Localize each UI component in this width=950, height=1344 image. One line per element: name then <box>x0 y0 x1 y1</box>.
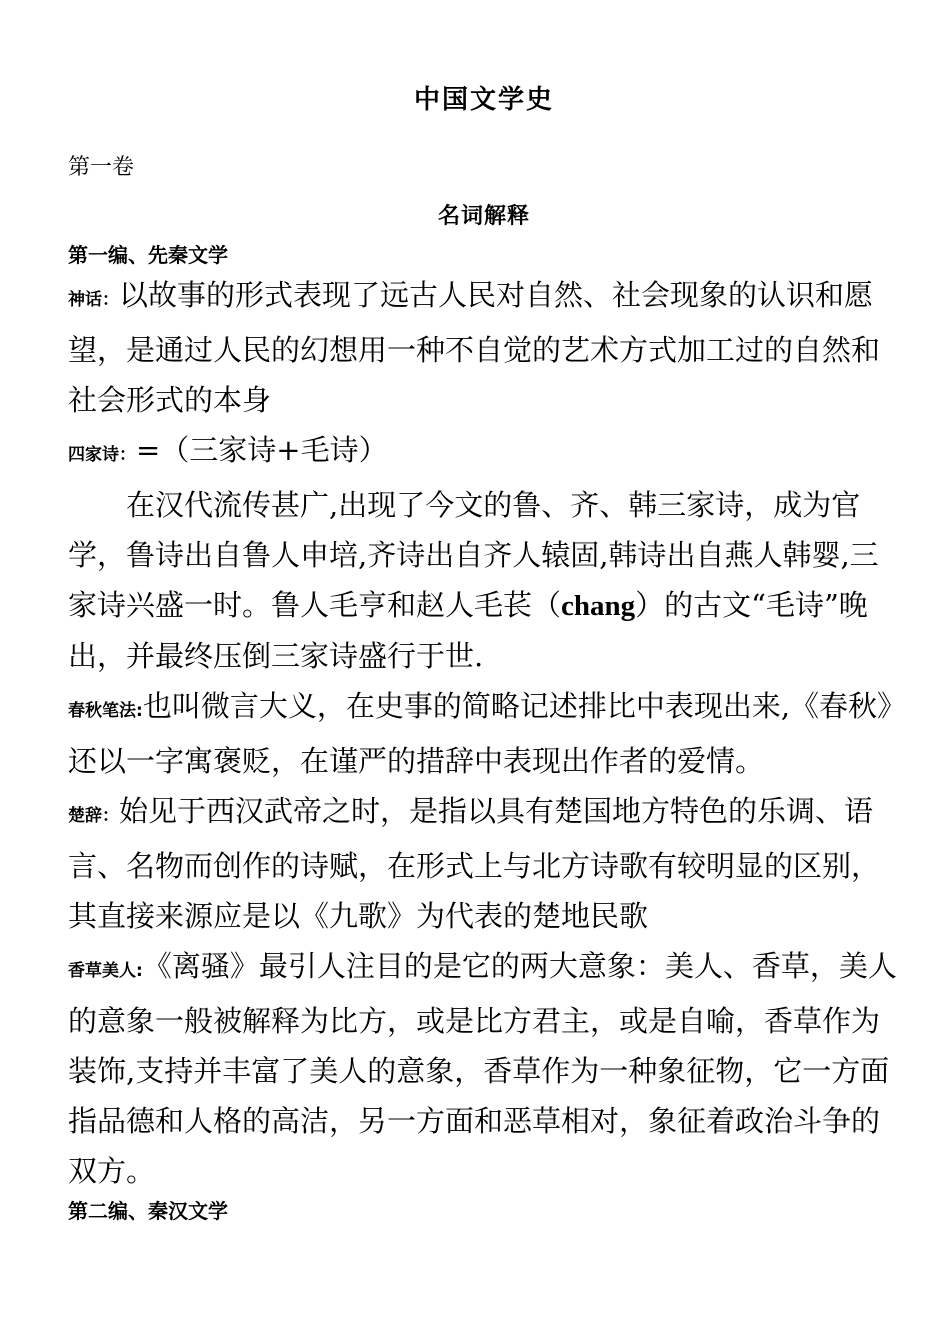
definition-text: 以故事的形式表现了远古人民对自然、社会现象的认识和愿望，是通过人民的幻想用一种不自觉的艺术方式加工过的自然和社会形式的本身 <box>68 278 881 417</box>
entry-chunqiu <box>68 681 900 786</box>
entry-shenhua <box>68 270 900 425</box>
definition-text: 《离骚》最引人注目的是它的两大意象：美人、香草，美人的意象一般被解释为比方，或是比方君主，或是自喻，香草作为装饰,支持并丰富了美人的意象，香草作为一种象征物，它一方面指品德和人格的高洁，另一方面和恶草相对，象征着政治斗争的双方。 <box>68 949 897 1188</box>
entry-chuci <box>68 786 900 941</box>
definition-text: =（三家诗+毛诗） <box>136 433 388 467</box>
part-heading-pre-qin: 第一编、先秦文学 <box>68 243 228 267</box>
section-heading: 名词解释 <box>437 203 530 229</box>
definition-text: 也叫微言大义，在史事的简略记述排比中表现出来,《春秋》还以一字寓褒贬，在谨严的措辞中表现出作者的爱情。 <box>68 689 892 778</box>
paragraph-text: 在汉代流传甚广,出现了今文的鲁、齐、韩三家诗，成为官学，鲁诗出自鲁人申培,齐诗出自齐人辕固,韩诗出自燕人韩婴,三家诗兴盛一时。鲁人毛亨和赵人毛苌（ <box>68 488 879 622</box>
term-label: 香草美人: <box>68 961 143 981</box>
paragraph-text-continued: ）的古文“毛诗”晚出，并最终压倒三家诗盛行于世. <box>68 588 868 673</box>
term-label: 春秋笔法: <box>68 701 143 721</box>
document-title: 中国文学史 <box>413 85 554 115</box>
entry-xiangcao <box>68 941 900 1196</box>
part-heading-qin-han: 第二编、秦汉文学 <box>68 1199 228 1223</box>
term-label: 四家诗： <box>68 445 136 465</box>
term-label: 神话： <box>68 290 119 310</box>
entry-sijiashi-paragraph <box>68 480 900 681</box>
volume-label: 第一卷 <box>68 155 135 180</box>
document-body <box>68 240 900 1226</box>
entry-sijiashi <box>68 425 900 480</box>
definition-text: 始见于西汉武帝之时，是指以具有楚国地方特色的乐调、语言、名物而创作的诗赋，在形式上与北方诗歌有较明显的区别，其直接来源应是以《九歌》为代表的楚地民歌 <box>68 794 881 933</box>
pinyin-text: chang <box>561 590 636 622</box>
term-label: 楚辞： <box>68 806 119 826</box>
